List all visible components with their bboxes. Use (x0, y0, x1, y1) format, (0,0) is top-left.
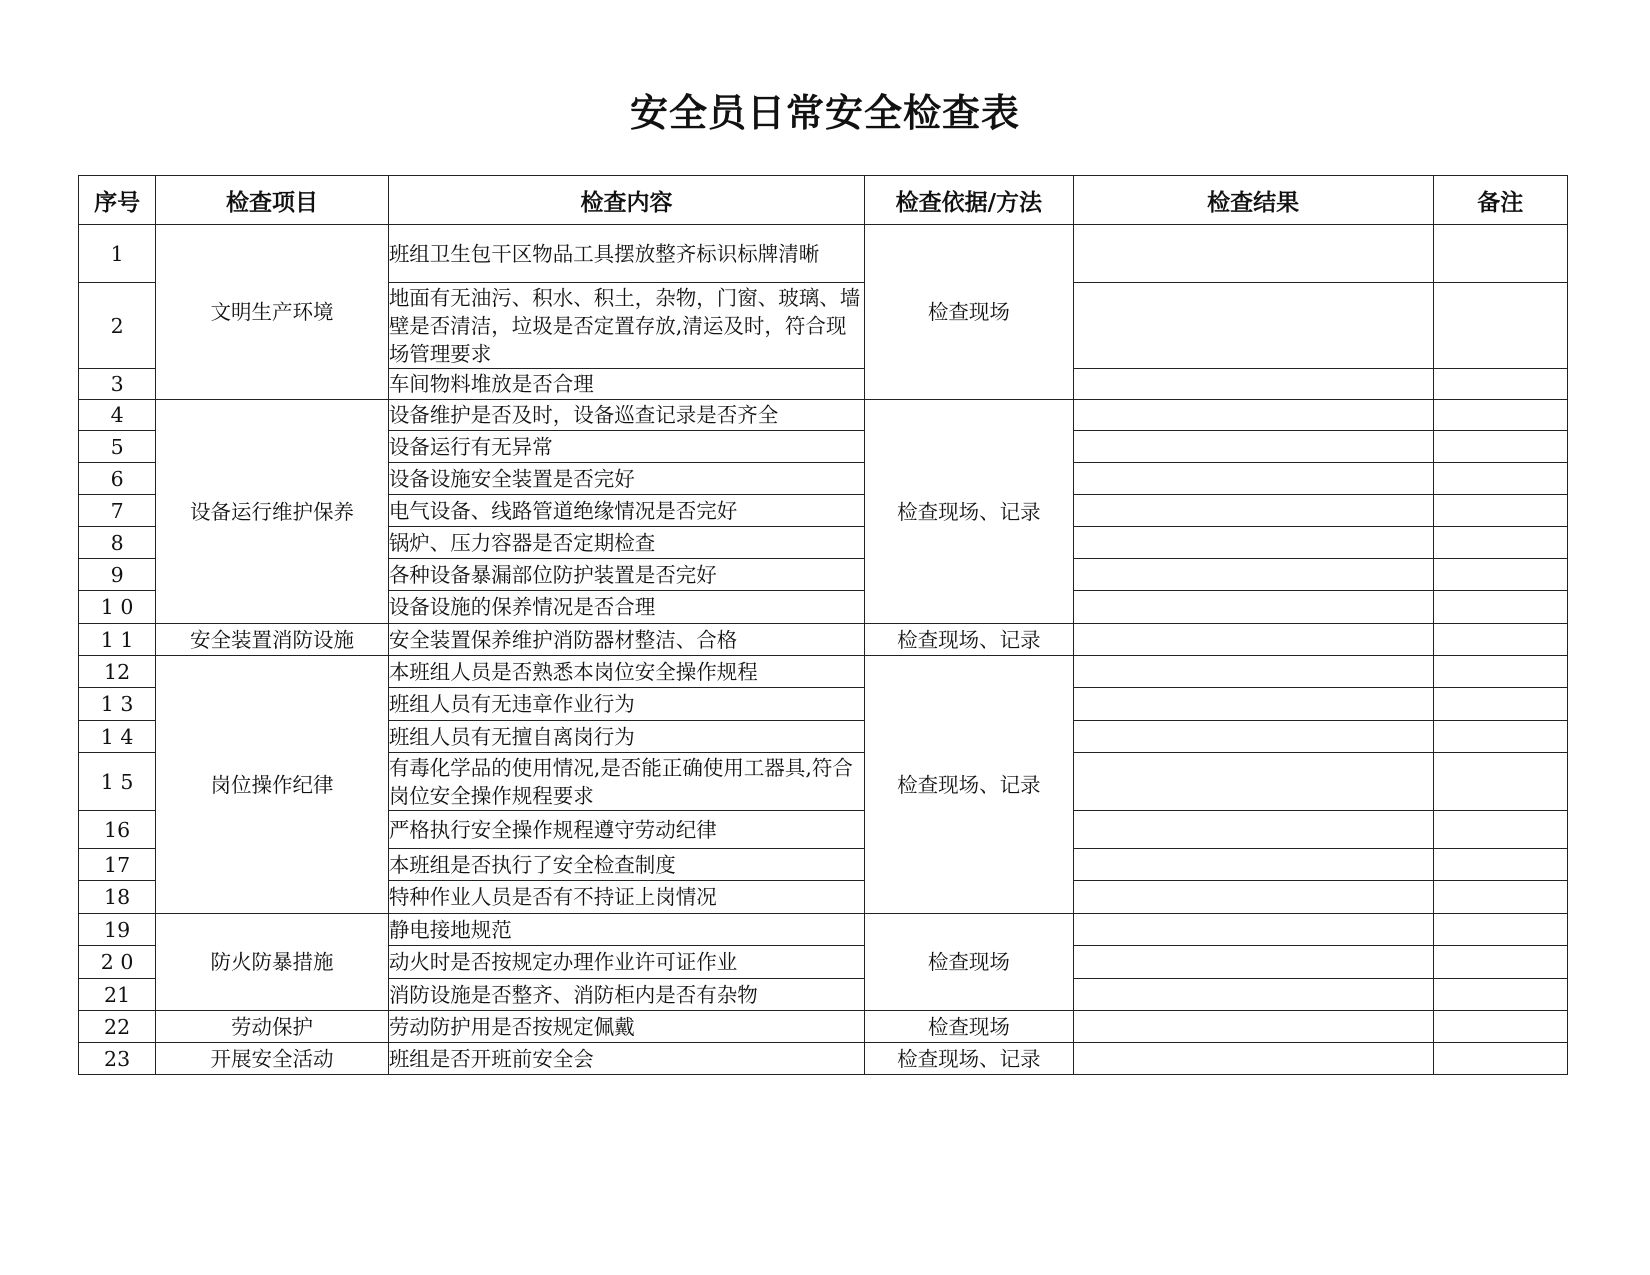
item-number: 8 (79, 527, 156, 559)
check-content: 各种设备暴漏部位防护装置是否完好 (388, 559, 864, 591)
inspection-table (78, 175, 1568, 1075)
check-content: 班组人员有无擅自离岗行为 (388, 721, 864, 753)
table-row (79, 400, 1568, 431)
note-cell[interactable] (1433, 946, 1567, 979)
item-number: 1 (79, 225, 156, 283)
item-number: 1 4 (79, 721, 156, 753)
check-content: 设备设施的保养情况是否合理 (388, 591, 864, 624)
check-result-cell[interactable] (1073, 1011, 1433, 1043)
check-result-cell[interactable] (1073, 811, 1433, 849)
check-result-cell[interactable] (1073, 881, 1433, 914)
item-number: 2 (79, 283, 156, 369)
note-cell[interactable] (1433, 591, 1567, 624)
item-number: 5 (79, 431, 156, 463)
check-result-cell[interactable] (1073, 283, 1433, 369)
check-result-cell[interactable] (1073, 979, 1433, 1011)
item-number: 21 (79, 979, 156, 1011)
check-category: 文明生产环境 (156, 225, 389, 400)
table-row (79, 1011, 1568, 1043)
item-number: 16 (79, 811, 156, 849)
check-method: 检查现场、记录 (865, 656, 1074, 914)
check-category: 劳动保护 (156, 1011, 389, 1043)
page-title: 安全员日常安全检查表 (629, 91, 1020, 135)
item-number: 1 1 (79, 624, 156, 656)
item-number: 6 (79, 463, 156, 495)
check-result-cell[interactable] (1073, 369, 1433, 400)
header-method: 检查依据/方法 (865, 176, 1074, 225)
check-result-cell[interactable] (1073, 431, 1433, 463)
check-method: 检查现场、记录 (865, 1043, 1074, 1075)
check-method: 检查现场 (865, 914, 1074, 1011)
note-cell[interactable] (1433, 656, 1567, 688)
note-cell[interactable] (1433, 688, 1567, 721)
table-row (79, 624, 1568, 656)
note-cell[interactable] (1433, 881, 1567, 914)
item-number: 17 (79, 849, 156, 881)
check-method: 检查现场 (865, 225, 1074, 400)
table-row (79, 914, 1568, 946)
note-cell[interactable] (1433, 463, 1567, 495)
note-cell[interactable] (1433, 753, 1567, 811)
note-cell[interactable] (1433, 721, 1567, 753)
header-category: 检查项目 (156, 176, 389, 225)
note-cell[interactable] (1433, 1011, 1567, 1043)
check-content: 班组卫生包干区物品工具摆放整齐标识标牌清晰 (388, 225, 864, 283)
table-row (79, 656, 1568, 688)
check-content: 设备维护是否及时，设备巡查记录是否齐全 (388, 400, 864, 431)
check-result-cell[interactable] (1073, 753, 1433, 811)
check-method: 检查现场 (865, 1011, 1074, 1043)
check-result-cell[interactable] (1073, 400, 1433, 431)
check-content: 本班组人员是否熟悉本岗位安全操作规程 (388, 656, 864, 688)
note-cell[interactable] (1433, 400, 1567, 431)
check-content: 班组人员有无违章作业行为 (388, 688, 864, 721)
note-cell[interactable] (1433, 431, 1567, 463)
note-cell[interactable] (1433, 527, 1567, 559)
note-cell[interactable] (1433, 225, 1567, 283)
item-number: 23 (79, 1043, 156, 1075)
item-number: 3 (79, 369, 156, 400)
check-method: 检查现场、记录 (865, 400, 1074, 624)
check-result-cell[interactable] (1073, 721, 1433, 753)
check-content: 设备运行有无异常 (388, 431, 864, 463)
check-result-cell[interactable] (1073, 1043, 1433, 1075)
note-cell[interactable] (1433, 369, 1567, 400)
header-no: 序号 (79, 176, 156, 225)
check-category: 开展安全活动 (156, 1043, 389, 1075)
note-cell[interactable] (1433, 495, 1567, 527)
check-result-cell[interactable] (1073, 225, 1433, 283)
check-result-cell[interactable] (1073, 624, 1433, 656)
item-number: 22 (79, 1011, 156, 1043)
item-number: 4 (79, 400, 156, 431)
table-body (79, 225, 1568, 1075)
check-content: 有毒化学品的使用情况,是否能正确使用工器具,符合岗位安全操作规程要求 (388, 753, 864, 811)
item-number: 18 (79, 881, 156, 914)
note-cell[interactable] (1433, 559, 1567, 591)
header-content: 检查内容 (388, 176, 864, 225)
check-content: 班组是否开班前安全会 (388, 1043, 864, 1075)
check-content: 本班组是否执行了安全检查制度 (388, 849, 864, 881)
note-cell[interactable] (1433, 283, 1567, 369)
header-row (79, 176, 1568, 225)
check-category: 岗位操作纪律 (156, 656, 389, 914)
item-number: 7 (79, 495, 156, 527)
check-content: 设备设施安全装置是否完好 (388, 463, 864, 495)
item-number: 9 (79, 559, 156, 591)
note-cell[interactable] (1433, 1043, 1567, 1075)
table-row (79, 225, 1568, 283)
note-cell[interactable] (1433, 811, 1567, 849)
note-cell[interactable] (1433, 624, 1567, 656)
check-result-cell[interactable] (1073, 688, 1433, 721)
check-content: 消防设施是否整齐、消防柜内是否有杂物 (388, 979, 864, 1011)
item-number: 12 (79, 656, 156, 688)
check-method: 检查现场、记录 (865, 624, 1074, 656)
check-result-cell[interactable] (1073, 495, 1433, 527)
check-result-cell[interactable] (1073, 527, 1433, 559)
note-cell[interactable] (1433, 914, 1567, 946)
item-number: 1 5 (79, 753, 156, 811)
check-content: 特种作业人员是否有不持证上岗情况 (388, 881, 864, 914)
check-content: 地面有无油污、积水、积土，杂物，门窗、玻璃、墙壁是否清洁，垃圾是否定置存放,清运及时，符合现场管理要求 (388, 283, 864, 369)
check-content: 车间物料堆放是否合理 (388, 369, 864, 400)
check-category: 防火防暴措施 (156, 914, 389, 1011)
header-note: 备注 (1433, 176, 1567, 225)
check-result-cell[interactable] (1073, 559, 1433, 591)
item-number: 1 0 (79, 591, 156, 624)
check-result-cell[interactable] (1073, 849, 1433, 881)
check-content: 安全装置保养维护消防器材整洁、合格 (388, 624, 864, 656)
check-category: 安全装置消防设施 (156, 624, 389, 656)
check-content: 动火时是否按规定办理作业许可证作业 (388, 946, 864, 979)
check-content: 锅炉、压力容器是否定期检查 (388, 527, 864, 559)
check-result-cell[interactable] (1073, 656, 1433, 688)
check-result-cell[interactable] (1073, 946, 1433, 979)
header-result: 检查结果 (1073, 176, 1433, 225)
item-number: 1 3 (79, 688, 156, 721)
check-category: 设备运行维护保养 (156, 400, 389, 624)
item-number: 19 (79, 914, 156, 946)
check-result-cell[interactable] (1073, 914, 1433, 946)
check-content: 严格执行安全操作规程遵守劳动纪律 (388, 811, 864, 849)
table-row (79, 1043, 1568, 1075)
note-cell[interactable] (1433, 849, 1567, 881)
check-result-cell[interactable] (1073, 463, 1433, 495)
check-result-cell[interactable] (1073, 591, 1433, 624)
note-cell[interactable] (1433, 979, 1567, 1011)
item-number: 2 0 (79, 946, 156, 979)
check-content: 静电接地规范 (388, 914, 864, 946)
check-content: 电气设备、线路管道绝缘情况是否完好 (388, 495, 864, 527)
check-content: 劳动防护用是否按规定佩戴 (388, 1011, 864, 1043)
